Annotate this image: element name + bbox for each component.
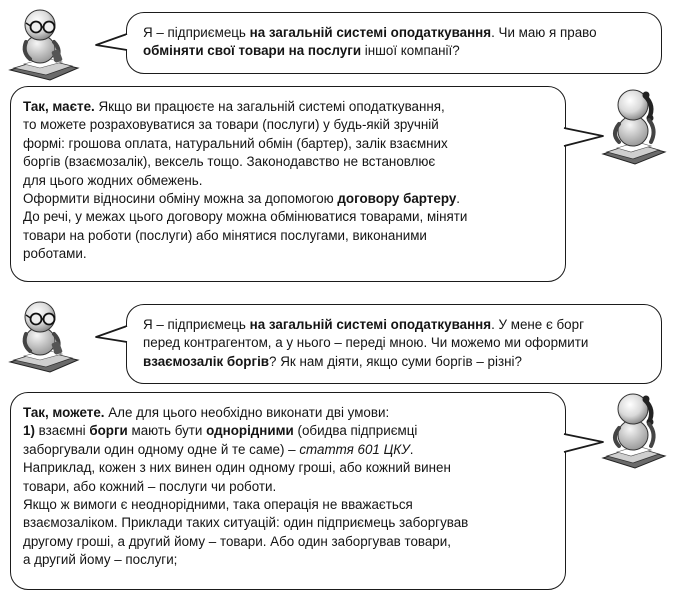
bold-text: Так, маєте. (23, 99, 95, 114)
text-line: роботами. (23, 246, 87, 262)
text-line: другому гроші, а другий йому – товари. Або один заборгував товари, (23, 533, 451, 549)
entrepreneur-illustration (6, 296, 82, 380)
bold-text: договору бартеру (337, 191, 457, 207)
text-line: а другий йому – послуги; (23, 552, 178, 568)
bubble-tail (94, 322, 130, 348)
text-line: Я – підприємець на загальній системі оподаткування. У мене є борг (143, 317, 584, 332)
answer-text (23, 404, 553, 570)
text-line: обміняти свої товари на послуги іншої компанії? (143, 43, 460, 59)
text-line: взаємозалік боргів? Як нам діяти, якщо суми боргів – різні? (143, 353, 522, 369)
text-line: товари на роботи (послуги) або мінятися послугами, виконаними (23, 227, 427, 243)
bold-text: обміняти свої товари на послуги (143, 43, 362, 59)
text-line: для цього жодних обмежень. (23, 172, 203, 188)
bold-text: борги (89, 423, 128, 439)
expert-illustration (597, 84, 673, 168)
text-line: Оформити відносини обміну можна за допомогою договору бартеру. (23, 191, 460, 207)
answer-text (23, 98, 553, 264)
question-text (143, 24, 649, 61)
text-line: товари, або кожний – послуги чи роботи. (23, 478, 277, 494)
text-line: Так, маєте. Якщо ви працюєте на загальній системі оподаткування, (23, 99, 445, 114)
text-line: формі: грошова оплата, натуральний обмін (бартер), залік взаємних (23, 135, 448, 151)
text-line: Я – підприємець на загальній системі оподаткування. Чи маю я право (143, 25, 597, 40)
answer-bubble (10, 392, 566, 590)
text-line: боргів (взаємозалік), вексель тощо. Законодавство не встановлює (23, 154, 436, 170)
bold-text: однорідними (206, 423, 294, 439)
entrepreneur-illustration (6, 4, 82, 88)
text-line: перед контрагентом, а у нього – переді мною. Чи можемо ми оформити (143, 335, 589, 351)
bold-text: на загальній системі оподаткування (249, 25, 492, 40)
text-line: Так, можете. Але для цього необхідно виконати дві умови: (23, 405, 390, 420)
text-line: то можете розраховуватися за товари (послуги) у будь-якій зручній (23, 117, 439, 133)
bold-text: Так, можете. (23, 405, 105, 420)
text-line: До речі, у межах цього договору можна обмінюватися товарами, міняти (23, 209, 468, 225)
bold-text: взаємозалік боргів (143, 353, 270, 369)
text-line: Якщо ж вимоги є неоднорідними, така операція не вважається (23, 497, 413, 513)
text-line: взаємозаліком. Приклади таких ситуацій: один підприємець заборгував (23, 515, 469, 531)
expert-illustration (597, 388, 673, 472)
answer-bubble (10, 86, 566, 282)
text-line: заборгували один одному одне й те саме) – стаття 601 ЦКУ. (23, 441, 414, 457)
law-reference: стаття 601 ЦКУ (299, 441, 410, 457)
bold-text: на загальній системі оподаткування (249, 317, 492, 332)
bold-text: 1) (23, 423, 35, 439)
text-line: Наприклад, кожен з них винен один одному гроші, або кожний винен (23, 460, 451, 476)
question-text (143, 316, 649, 371)
question-bubble (126, 304, 662, 384)
text-line: 1) взаємні борги мають бути однорідними (обидва підприємці (23, 423, 418, 439)
question-bubble (126, 12, 662, 74)
bubble-tail (94, 30, 130, 56)
